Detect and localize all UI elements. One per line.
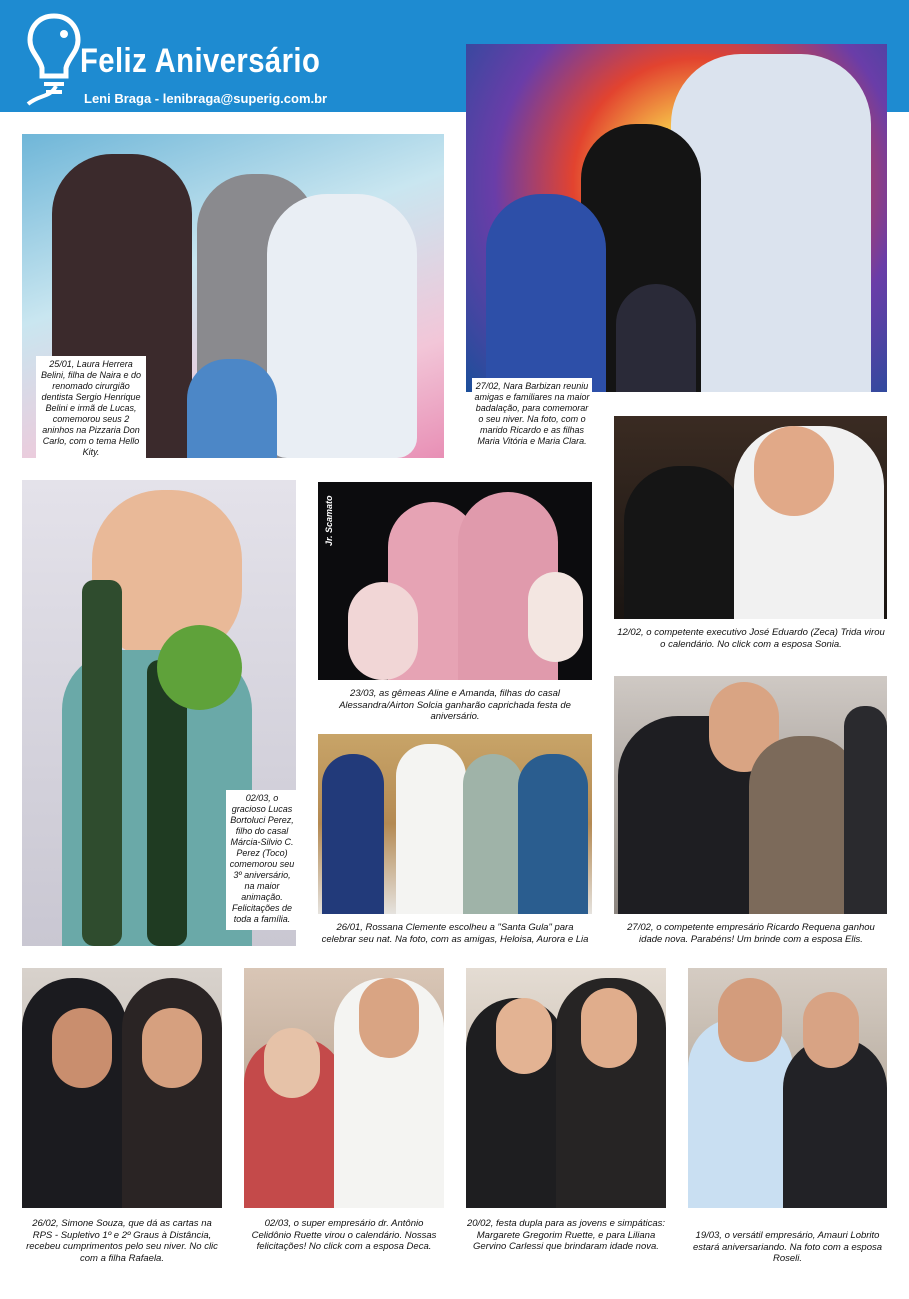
caption: 26/02, Simone Souza, que dá as cartas na RPS - Supletivo 1º e 2º Graus à Distância, recebeu cumprimentos pelo seu niver. No clic com a filha Rafaela. <box>26 1218 218 1264</box>
caption: 27/02, o competente empresário Ricardo Requena ganhou idade nova. Parabéns! Um brinde com a esposa Elis. <box>627 922 875 945</box>
caption: 20/02, festa dupla para as jovens e simpáticas: Margarete Gregorim Ruette, e para Liliana Gervino Carlessi que brindaram idade nova. <box>466 1218 666 1252</box>
caption: 23/03, as gêmeas Aline e Amanda, filhas do casal Alessandra/Airton Solcia ganharão caprichada festa de aniversário. <box>339 688 571 722</box>
caption-box: 25/01, Laura Herrera Belini, filha de Naira e do renomado cirurgião dentista Sergio Henrique Belini e irmã de Lucas, comemorou seus 2 aninhos na Pizzaria Don Carlo, com o tema Hello Kity. <box>36 356 146 458</box>
caption-box: 27/02, Nara Barbizan reuniu amigas e familiares na maior badalação, para comemorar o seu niver. Na foto, com o marido Ricardo e as filhas Maria Vitória e Maria Clara. <box>472 378 592 458</box>
caption: 19/03, o versátil empresário, Amauri Lobrito estará aniversariando. Na foto com a esposa Roseli. <box>692 1230 883 1264</box>
caption-box: 02/03, o gracioso Lucas Bortoluci Perez, filho do casal Márcia-Silvio C. Perez (Toco) comemorou seu 3º aniversário, na maior animação. Felicitações de toda a família. <box>226 790 298 930</box>
photo-credit: Jr. Scamato <box>324 495 334 546</box>
photo-laura-belini <box>22 134 444 458</box>
lightbulb-icon <box>26 12 82 108</box>
photo-aline-amanda <box>318 482 592 680</box>
page-title: Feliz Aniversário <box>80 42 321 80</box>
photo-zeca-trida <box>614 416 887 619</box>
caption: 12/02, o competente executivo José Eduardo (Zeca) Trida virou o calendário. No click com a esposa Sonia. <box>617 627 885 650</box>
photo-margarete-liliana <box>466 968 666 1208</box>
photo-nara-barbizan <box>466 44 887 392</box>
photo-ricardo-requena <box>614 676 887 914</box>
photo-simone-souza <box>22 968 222 1208</box>
byline: Leni Braga - lenibraga@superig.com.br <box>84 91 328 106</box>
caption: 26/01, Rossana Clemente escolheu a "Santa Gula" para celebrar seu nat. Na foto, com as amigas, Heloisa, Aurora e Lia <box>321 922 589 945</box>
photo-rossana-clemente <box>318 734 592 914</box>
photo-amauri-lobrito <box>688 968 887 1208</box>
photo-antonio-ruette <box>244 968 444 1208</box>
caption: 02/03, o super empresário dr. Antônio Celidônio Ruette virou o calendário. Nossas felicitações! No click com a esposa Deca. <box>251 1218 437 1252</box>
